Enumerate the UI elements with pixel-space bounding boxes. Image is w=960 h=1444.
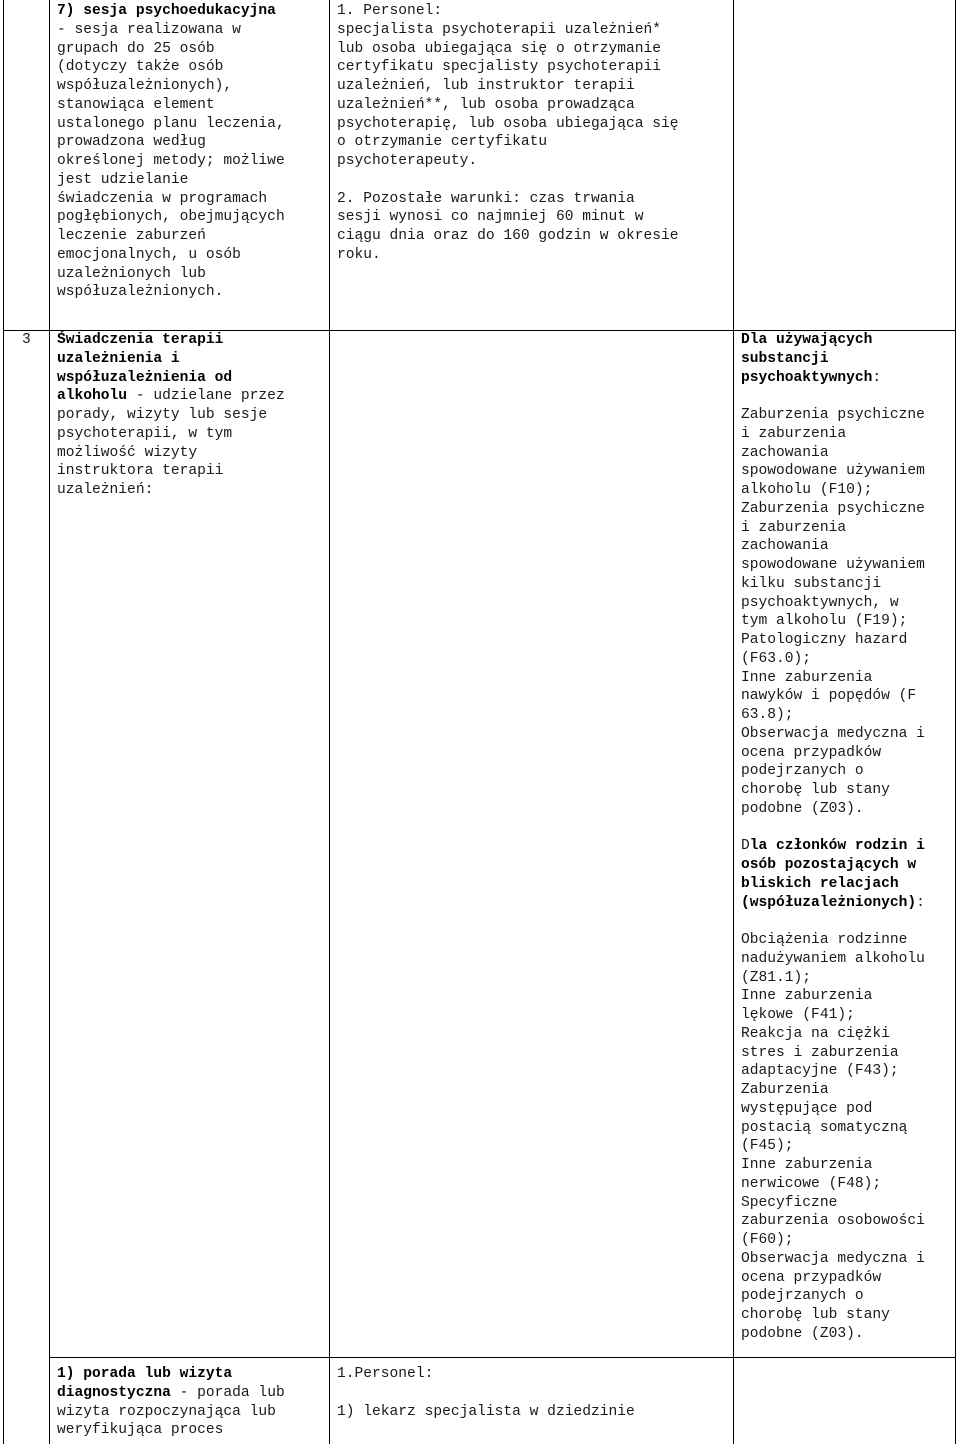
text-line: [741, 1212, 925, 1231]
text: Inne zaburzenia: [741, 1157, 873, 1173]
bold-text: osób pozostających w: [741, 857, 917, 873]
text: (dotyczy także osób: [57, 59, 224, 76]
text: spowodowane używaniem: [741, 557, 925, 573]
text: (Z81.1);: [741, 969, 812, 986]
text: pogłębionych, obejmujących: [57, 209, 285, 226]
bold-text: la członków rodzin i: [749, 838, 925, 855]
text-line: [741, 669, 925, 688]
text: podobne (Z03).: [741, 800, 864, 817]
text-line: [741, 687, 925, 706]
text-line: [741, 950, 925, 969]
text-line: [741, 519, 925, 538]
text-line: [741, 987, 925, 1006]
bold-text: współuzależnienia od: [57, 369, 233, 386]
text: Obserwacja medyczna i: [741, 1250, 925, 1267]
text: instruktora terapii: [57, 463, 224, 480]
text: (F45);: [741, 1138, 794, 1155]
text-line: [57, 387, 285, 406]
text-line: [337, 133, 679, 152]
text-line: [741, 1081, 925, 1100]
text: i zaburzenia: [741, 519, 847, 536]
text: grupach do 25 osób: [57, 40, 215, 57]
text: ustalonego planu leczenia,: [57, 115, 285, 132]
text-line: [741, 650, 925, 669]
text: Inne zaburzenia: [741, 988, 873, 1005]
text: specjalista psychoterapii uzależnień*: [337, 21, 662, 38]
text-line: [57, 283, 285, 302]
text-line: [741, 481, 925, 500]
text: uzależnień, lub instruktor terapii: [337, 78, 635, 94]
text-line: [741, 837, 925, 856]
text: Patologiczny hazard: [741, 632, 908, 648]
row-divider-2: [49, 1357, 956, 1358]
text-line: [741, 537, 925, 556]
text-line: [57, 1365, 285, 1384]
text: zaburzenia osobowości: [741, 1213, 925, 1230]
text: podejrzanych o: [741, 763, 864, 780]
text: nerwicowe (F48);: [741, 1175, 882, 1192]
text-line: [741, 744, 925, 763]
bold-text: Świadczenia terapii: [57, 332, 224, 348]
text-line: [741, 856, 925, 875]
text-line: [741, 894, 925, 913]
blank-line: [337, 171, 679, 190]
text: wizyta rozpoczynająca lub: [57, 1403, 276, 1420]
text-line: [741, 1137, 925, 1156]
text: nawyków i popędów (F: [741, 688, 917, 705]
text: Zaburzenia psychiczne: [741, 407, 925, 423]
text: Zaburzenia psychiczne: [741, 500, 925, 517]
text-line: [741, 444, 925, 463]
bold-text: 1) porada lub wizyta: [57, 1366, 233, 1382]
text-line: [57, 350, 285, 369]
text: zachowania: [741, 538, 829, 555]
text-line: [337, 21, 679, 40]
text: występujące pod: [741, 1100, 873, 1117]
text: Obciążenia rodzinne: [741, 932, 908, 948]
bold-text: 7) sesja psychoedukacyjna: [57, 3, 276, 19]
text-line: [57, 2, 285, 21]
text-line: [741, 969, 925, 988]
text: Inne zaburzenia: [741, 669, 873, 686]
text-line: [741, 331, 925, 350]
text-line: [741, 800, 925, 819]
text-line: [57, 58, 285, 77]
text-line: [741, 350, 925, 369]
bold-text: bliskich relacjach: [741, 875, 899, 892]
text-line: [337, 152, 679, 171]
column-divider-1: [49, 0, 50, 1444]
text-line: [57, 406, 285, 425]
text: chorobę lub stany: [741, 782, 890, 798]
text-line: [741, 1325, 925, 1344]
text-line: [57, 133, 285, 152]
blank-line: [337, 1384, 635, 1403]
bold-text: psychoaktywnych: [741, 369, 873, 386]
text-line: [741, 1044, 925, 1063]
text: świadczenia w programach: [57, 190, 268, 207]
text: leczenie zaburzeń: [57, 228, 206, 244]
row-number: 3: [22, 332, 31, 348]
text-line: [741, 500, 925, 519]
text-line: [57, 425, 285, 444]
text-line: [57, 481, 285, 500]
service-item-cell: [57, 1365, 285, 1440]
text: jest udzielanie: [57, 171, 189, 188]
text: prowadzona według: [57, 134, 206, 151]
text: alkoholu (F10);: [741, 482, 873, 498]
text-line: [741, 1062, 925, 1081]
text-line: [337, 58, 679, 77]
text: uzależnień:: [57, 482, 154, 498]
text-line: [741, 1231, 925, 1250]
text: psychoterapii, w tym: [57, 425, 233, 442]
text: 63.8);: [741, 707, 794, 723]
text-line: [57, 1384, 285, 1403]
text: (F60);: [741, 1232, 794, 1248]
text-line: [57, 1403, 285, 1422]
text-line: [337, 246, 679, 265]
text: określonej metody; możliwe: [57, 153, 285, 169]
text-line: [741, 1269, 925, 1288]
text-line: [741, 556, 925, 575]
text-line: [337, 227, 679, 246]
text: i zaburzenia: [741, 425, 847, 442]
text: współuzależnionych.: [57, 284, 224, 301]
text-line: [741, 425, 925, 444]
text: :: [916, 894, 925, 911]
blank-line: [741, 819, 925, 838]
text-line: [337, 1403, 635, 1422]
text: 1. Personel:: [337, 3, 443, 19]
text-line: [57, 152, 285, 171]
personnel-cell: [337, 1365, 635, 1421]
text-line: [337, 96, 679, 115]
text-line: [741, 1156, 925, 1175]
text: sesji wynosi co najmniej 60 minut w: [337, 209, 644, 226]
text: kilku substancji: [741, 575, 882, 592]
text-line: [741, 1025, 925, 1044]
text-line: [741, 612, 925, 631]
text: :: [872, 369, 882, 386]
text-line: [741, 631, 925, 650]
service-title-cell: [57, 331, 285, 500]
text-line: [337, 77, 679, 96]
text-line: [741, 931, 925, 950]
text-line: [57, 96, 285, 115]
text-line: [57, 77, 285, 96]
table-left-border: [3, 0, 4, 1444]
text-line: [741, 406, 925, 425]
table-right-border: [955, 0, 956, 1444]
text-line: [337, 190, 679, 209]
text: psychoterapeuty.: [337, 153, 478, 169]
text: uzależnionych lub: [57, 265, 206, 282]
text: 2. Pozostałe warunki: czas trwania: [337, 190, 635, 207]
text-line: [57, 171, 285, 190]
text-line: [337, 2, 679, 21]
text: ciągu dnia oraz do 160 godzin w okresie: [337, 228, 679, 244]
text-line: [57, 227, 285, 246]
text: adaptacyjne (F43);: [741, 1063, 899, 1080]
text: 1.Personel:: [337, 1366, 434, 1382]
text-line: [741, 369, 925, 388]
text-line: [741, 575, 925, 594]
service-description-cell: [57, 2, 285, 302]
requirements-cell: [337, 2, 679, 265]
text-line: [741, 462, 925, 481]
column-divider-3: [733, 0, 734, 1444]
text-line: [337, 115, 679, 134]
text: spowodowane używaniem: [741, 463, 925, 480]
text: podejrzanych o: [741, 1288, 864, 1305]
text: roku.: [337, 246, 381, 263]
text: stres i zaburzenia: [741, 1044, 899, 1061]
text-line: [57, 369, 285, 388]
text-line: [741, 875, 925, 894]
text: - sesja realizowana w: [57, 21, 241, 38]
text-line: [741, 1006, 925, 1025]
text-line: [57, 190, 285, 209]
text-line: [57, 462, 285, 481]
text-line: [741, 1306, 925, 1325]
text-line: [741, 1100, 925, 1119]
diagnosis-codes-cell: [741, 331, 925, 1344]
blank-line: [741, 387, 925, 406]
text: stanowiąca element: [57, 96, 215, 113]
text: - udzielane przez: [127, 388, 285, 405]
text: porady, wizyty lub sesje: [57, 407, 268, 423]
text-line: [57, 246, 285, 265]
text-line: [337, 40, 679, 59]
text-line: [741, 725, 925, 744]
text-line: [57, 40, 285, 59]
text: ocena przypadków: [741, 744, 882, 761]
text: zachowania: [741, 444, 829, 461]
text: psychoterapię, lub osoba ubiegająca się: [337, 115, 679, 132]
text: (F63.0);: [741, 650, 812, 667]
text-line: [741, 706, 925, 725]
text-line: [741, 762, 925, 781]
text-line: [337, 208, 679, 227]
blank-line: [741, 912, 925, 931]
text-line: [57, 444, 285, 463]
text: podobne (Z03).: [741, 1325, 864, 1342]
bold-text: (współuzależnionych): [741, 894, 917, 911]
text: nadużywaniem alkoholu: [741, 950, 925, 967]
text: Zaburzenia: [741, 1082, 829, 1098]
text: Obserwacja medyczna i: [741, 725, 925, 742]
text: chorobę lub stany: [741, 1307, 890, 1323]
text: możliwość wizyty: [57, 444, 198, 461]
text: D: [741, 838, 750, 855]
bold-text: alkoholu: [57, 388, 128, 405]
text: Specyficzne: [741, 1194, 838, 1211]
text: lękowe (F41);: [741, 1007, 855, 1023]
text: tym alkoholu (F19);: [741, 613, 908, 630]
bold-text: Dla używających: [741, 332, 873, 348]
text: współuzależnionych),: [57, 78, 233, 94]
text-line: [741, 594, 925, 613]
bold-text: substancji: [741, 350, 829, 367]
text-line: [57, 21, 285, 40]
column-divider-2: [329, 0, 330, 1444]
text: - porada lub: [170, 1384, 285, 1401]
text: postacią somatyczną: [741, 1119, 908, 1136]
text-line: [741, 1287, 925, 1306]
bold-text: uzależnienia i: [57, 350, 180, 367]
text-line: [337, 1365, 635, 1384]
text: o otrzymanie certyfikatu: [337, 134, 548, 151]
text-line: [57, 115, 285, 134]
text: certyfikatu specjalisty psychoterapii: [337, 59, 662, 76]
bold-text: diagnostyczna: [57, 1384, 171, 1401]
text-line: [741, 1194, 925, 1213]
text-line: [57, 265, 285, 284]
text: psychoaktywnych, w: [741, 594, 899, 611]
text: uzależnień**, lub osoba prowadząca: [337, 96, 635, 113]
text: ocena przypadków: [741, 1269, 882, 1286]
text: emocjonalnych, u osób: [57, 246, 241, 263]
text: lub osoba ubiegająca się o otrzymanie: [337, 40, 662, 57]
text-line: [57, 331, 285, 350]
text-line: [741, 1119, 925, 1138]
text-line: [741, 781, 925, 800]
text: weryfikująca proces: [57, 1422, 224, 1439]
text: Reakcja na ciężki: [741, 1025, 890, 1042]
text: 1) lekarz specjalista w dziedzinie: [337, 1403, 635, 1420]
text-line: [57, 208, 285, 227]
text-line: [741, 1250, 925, 1269]
text-line: [741, 1175, 925, 1194]
text-line: [57, 1421, 285, 1440]
